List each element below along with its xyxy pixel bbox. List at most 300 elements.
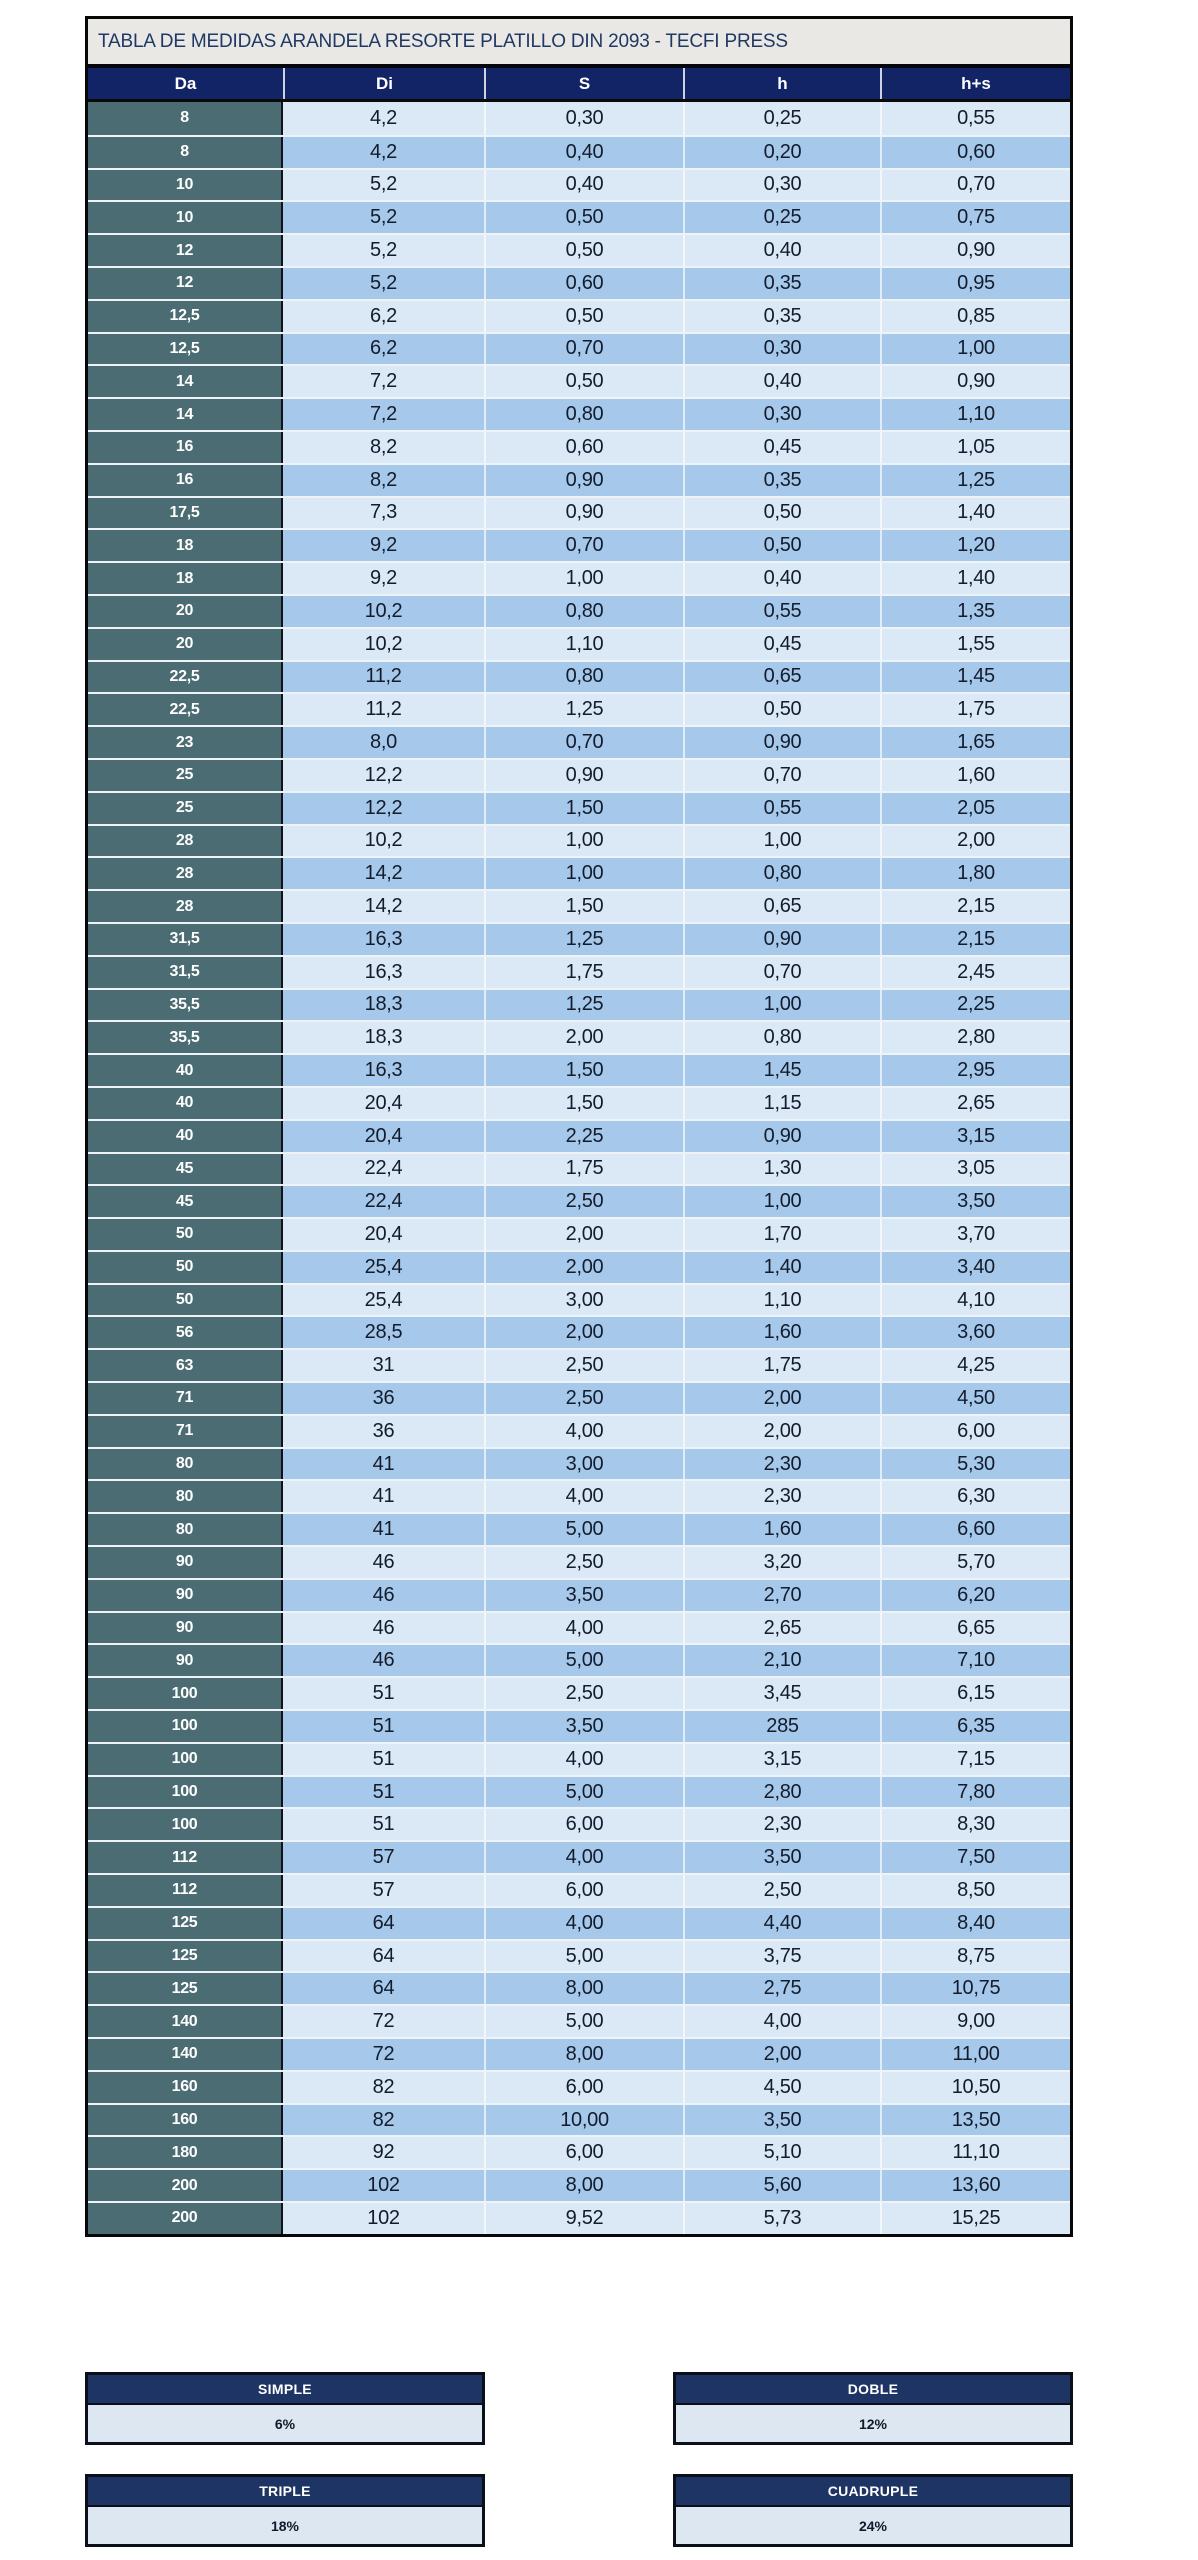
percentage-box bbox=[673, 2372, 1073, 2445]
table-row bbox=[88, 889, 1070, 922]
table-row bbox=[88, 2135, 1070, 2168]
row-da-cell: 40 bbox=[88, 1088, 283, 1119]
row-da-cell: 80 bbox=[88, 1514, 283, 1545]
row-value-cell: 1,45 bbox=[880, 662, 1070, 693]
row-value-cell: 3,05 bbox=[880, 1154, 1070, 1185]
row-value-cell: 64 bbox=[283, 1973, 484, 2004]
row-value-cell: 92 bbox=[283, 2137, 484, 2168]
column-header: Di bbox=[283, 68, 484, 99]
row-value-cell: 2,45 bbox=[880, 957, 1070, 988]
row-value-cell: 1,20 bbox=[880, 530, 1070, 561]
row-value-cell: 2,30 bbox=[683, 1449, 880, 1480]
row-value-cell: 46 bbox=[283, 1645, 484, 1676]
row-value-cell: 11,10 bbox=[880, 2137, 1070, 2168]
row-value-cell: 0,60 bbox=[484, 432, 683, 463]
row-value-cell: 1,25 bbox=[484, 924, 683, 955]
row-value-cell: 2,00 bbox=[484, 1252, 683, 1283]
row-value-cell: 0,35 bbox=[683, 268, 880, 299]
row-value-cell: 1,25 bbox=[484, 694, 683, 725]
table-row bbox=[88, 2070, 1070, 2103]
row-value-cell: 1,40 bbox=[880, 563, 1070, 594]
table-row bbox=[88, 2201, 1070, 2234]
row-value-cell: 0,70 bbox=[683, 957, 880, 988]
row-da-cell: 160 bbox=[88, 2105, 283, 2136]
row-value-cell: 2,25 bbox=[880, 990, 1070, 1021]
row-value-cell: 11,2 bbox=[283, 694, 484, 725]
row-da-cell: 31,5 bbox=[88, 957, 283, 988]
row-value-cell: 5,2 bbox=[283, 235, 484, 266]
row-da-cell: 18 bbox=[88, 530, 283, 561]
row-value-cell: 4,25 bbox=[880, 1350, 1070, 1381]
table-row bbox=[88, 856, 1070, 889]
row-value-cell: 31 bbox=[283, 1350, 484, 1381]
row-value-cell: 0,50 bbox=[683, 694, 880, 725]
row-value-cell: 0,90 bbox=[683, 727, 880, 758]
row-da-cell: 125 bbox=[88, 1973, 283, 2004]
row-value-cell: 0,95 bbox=[880, 268, 1070, 299]
row-value-cell: 0,90 bbox=[484, 465, 683, 496]
row-value-cell: 1,00 bbox=[880, 334, 1070, 365]
row-value-cell: 2,15 bbox=[880, 924, 1070, 955]
row-value-cell: 6,20 bbox=[880, 1580, 1070, 1611]
row-value-cell: 1,00 bbox=[484, 858, 683, 889]
row-da-cell: 50 bbox=[88, 1285, 283, 1316]
row-value-cell: 0,60 bbox=[484, 268, 683, 299]
row-value-cell: 0,35 bbox=[683, 301, 880, 332]
row-value-cell: 0,55 bbox=[880, 102, 1070, 135]
row-value-cell: 4,50 bbox=[683, 2072, 880, 2103]
row-value-cell: 2,50 bbox=[683, 1875, 880, 1906]
row-value-cell: 2,00 bbox=[484, 1022, 683, 1053]
row-value-cell: 72 bbox=[283, 2039, 484, 2070]
row-value-cell: 0,90 bbox=[880, 366, 1070, 397]
table-row bbox=[88, 1152, 1070, 1185]
row-value-cell: 3,40 bbox=[880, 1252, 1070, 1283]
row-value-cell: 4,10 bbox=[880, 1285, 1070, 1316]
row-value-cell: 0,40 bbox=[484, 137, 683, 168]
row-da-cell: 100 bbox=[88, 1711, 283, 1742]
row-value-cell: 2,30 bbox=[683, 1809, 880, 1840]
row-value-cell: 28,5 bbox=[283, 1317, 484, 1348]
row-value-cell: 18,3 bbox=[283, 990, 484, 1021]
row-value-cell: 1,75 bbox=[683, 1350, 880, 1381]
table-row bbox=[88, 1512, 1070, 1545]
row-value-cell: 1,50 bbox=[484, 891, 683, 922]
table-row bbox=[88, 922, 1070, 955]
row-value-cell: 0,35 bbox=[683, 465, 880, 496]
row-value-cell: 0,55 bbox=[683, 793, 880, 824]
row-value-cell: 5,2 bbox=[283, 170, 484, 201]
row-da-cell: 28 bbox=[88, 826, 283, 857]
row-value-cell: 2,50 bbox=[484, 1678, 683, 1709]
row-value-cell: 10,50 bbox=[880, 2072, 1070, 2103]
row-value-cell: 5,10 bbox=[683, 2137, 880, 2168]
row-value-cell: 6,00 bbox=[880, 1416, 1070, 1447]
row-value-cell: 36 bbox=[283, 1383, 484, 1414]
row-da-cell: 180 bbox=[88, 2137, 283, 2168]
row-da-cell: 100 bbox=[88, 1678, 283, 1709]
row-value-cell: 16,3 bbox=[283, 957, 484, 988]
row-da-cell: 17,5 bbox=[88, 498, 283, 529]
row-value-cell: 6,2 bbox=[283, 301, 484, 332]
row-value-cell: 13,50 bbox=[880, 2105, 1070, 2136]
table-row bbox=[88, 1807, 1070, 1840]
row-da-cell: 56 bbox=[88, 1317, 283, 1348]
row-value-cell: 7,2 bbox=[283, 399, 484, 430]
row-value-cell: 0,65 bbox=[683, 891, 880, 922]
row-value-cell: 2,00 bbox=[683, 2039, 880, 2070]
table-row bbox=[88, 1381, 1070, 1414]
table-row bbox=[88, 627, 1070, 660]
row-value-cell: 4,2 bbox=[283, 137, 484, 168]
table-row bbox=[88, 135, 1070, 168]
row-value-cell: 0,90 bbox=[683, 924, 880, 955]
row-value-cell: 0,50 bbox=[484, 202, 683, 233]
row-da-cell: 71 bbox=[88, 1416, 283, 1447]
table-row bbox=[88, 955, 1070, 988]
row-da-cell: 31,5 bbox=[88, 924, 283, 955]
row-value-cell: 25,4 bbox=[283, 1285, 484, 1316]
row-da-cell: 140 bbox=[88, 2006, 283, 2037]
row-value-cell: 16,3 bbox=[283, 1055, 484, 1086]
row-da-cell: 63 bbox=[88, 1350, 283, 1381]
row-value-cell: 2,00 bbox=[683, 1416, 880, 1447]
row-value-cell: 3,60 bbox=[880, 1317, 1070, 1348]
table-row bbox=[88, 1939, 1070, 1972]
row-value-cell: 1,55 bbox=[880, 629, 1070, 660]
row-da-cell: 23 bbox=[88, 727, 283, 758]
row-da-cell: 71 bbox=[88, 1383, 283, 1414]
row-value-cell: 5,00 bbox=[484, 1645, 683, 1676]
row-da-cell: 80 bbox=[88, 1481, 283, 1512]
row-value-cell: 51 bbox=[283, 1678, 484, 1709]
row-value-cell: 9,2 bbox=[283, 530, 484, 561]
table-row bbox=[88, 1283, 1070, 1316]
column-header: h bbox=[683, 68, 880, 99]
row-da-cell: 28 bbox=[88, 858, 283, 889]
row-da-cell: 35,5 bbox=[88, 1022, 283, 1053]
row-value-cell: 1,50 bbox=[484, 1055, 683, 1086]
row-da-cell: 8 bbox=[88, 137, 283, 168]
row-value-cell: 285 bbox=[683, 1711, 880, 1742]
row-value-cell: 8,40 bbox=[880, 1908, 1070, 1939]
row-value-cell: 1,50 bbox=[484, 1088, 683, 1119]
row-da-cell: 90 bbox=[88, 1547, 283, 1578]
row-value-cell: 0,70 bbox=[880, 170, 1070, 201]
table-row bbox=[88, 1906, 1070, 1939]
row-value-cell: 5,30 bbox=[880, 1449, 1070, 1480]
row-value-cell: 0,50 bbox=[683, 498, 880, 529]
row-value-cell: 0,80 bbox=[683, 858, 880, 889]
row-da-cell: 12 bbox=[88, 268, 283, 299]
percentage-box bbox=[85, 2474, 485, 2547]
row-value-cell: 0,70 bbox=[484, 530, 683, 561]
row-value-cell: 0,90 bbox=[484, 498, 683, 529]
row-value-cell: 2,80 bbox=[683, 1777, 880, 1808]
row-value-cell: 0,60 bbox=[880, 137, 1070, 168]
row-value-cell: 1,10 bbox=[880, 399, 1070, 430]
row-value-cell: 82 bbox=[283, 2105, 484, 2136]
row-value-cell: 7,2 bbox=[283, 366, 484, 397]
row-value-cell: 0,90 bbox=[484, 760, 683, 791]
row-value-cell: 82 bbox=[283, 2072, 484, 2103]
row-value-cell: 0,20 bbox=[683, 137, 880, 168]
row-value-cell: 6,00 bbox=[484, 1809, 683, 1840]
row-value-cell: 0,30 bbox=[484, 102, 683, 135]
row-value-cell: 3,20 bbox=[683, 1547, 880, 1578]
row-value-cell: 7,3 bbox=[283, 498, 484, 529]
row-value-cell: 3,50 bbox=[484, 1711, 683, 1742]
table-row bbox=[88, 1053, 1070, 1086]
row-value-cell: 0,40 bbox=[683, 366, 880, 397]
row-value-cell: 4,2 bbox=[283, 102, 484, 135]
row-da-cell: 100 bbox=[88, 1777, 283, 1808]
table-row bbox=[88, 1414, 1070, 1447]
table-row bbox=[88, 988, 1070, 1021]
row-value-cell: 3,50 bbox=[880, 1186, 1070, 1217]
row-value-cell: 3,00 bbox=[484, 1285, 683, 1316]
row-value-cell: 8,00 bbox=[484, 2039, 683, 2070]
table-row bbox=[88, 791, 1070, 824]
table-row bbox=[88, 299, 1070, 332]
row-value-cell: 0,70 bbox=[683, 760, 880, 791]
row-value-cell: 1,45 bbox=[683, 1055, 880, 1086]
table-row bbox=[88, 528, 1070, 561]
table-row bbox=[88, 1873, 1070, 1906]
row-value-cell: 2,80 bbox=[880, 1022, 1070, 1053]
row-value-cell: 0,30 bbox=[683, 170, 880, 201]
table-row bbox=[88, 1578, 1070, 1611]
row-value-cell: 14,2 bbox=[283, 858, 484, 889]
row-value-cell: 1,00 bbox=[683, 1186, 880, 1217]
row-value-cell: 1,65 bbox=[880, 727, 1070, 758]
row-value-cell: 5,00 bbox=[484, 1514, 683, 1545]
row-value-cell: 2,25 bbox=[484, 1121, 683, 1152]
box-label: SIMPLE bbox=[88, 2375, 482, 2405]
table-row bbox=[88, 1447, 1070, 1480]
row-da-cell: 16 bbox=[88, 465, 283, 496]
row-da-cell: 80 bbox=[88, 1449, 283, 1480]
row-value-cell: 1,35 bbox=[880, 596, 1070, 627]
row-value-cell: 4,00 bbox=[484, 1481, 683, 1512]
row-value-cell: 0,80 bbox=[484, 399, 683, 430]
row-value-cell: 8,00 bbox=[484, 2170, 683, 2201]
row-value-cell: 15,25 bbox=[880, 2203, 1070, 2234]
row-da-cell: 45 bbox=[88, 1154, 283, 1185]
box-value: 24% bbox=[676, 2507, 1070, 2544]
row-value-cell: 2,05 bbox=[880, 793, 1070, 824]
row-da-cell: 125 bbox=[88, 1908, 283, 1939]
column-header: S bbox=[484, 68, 683, 99]
row-value-cell: 1,25 bbox=[880, 465, 1070, 496]
row-da-cell: 12 bbox=[88, 235, 283, 266]
row-value-cell: 12,2 bbox=[283, 793, 484, 824]
row-value-cell: 0,80 bbox=[484, 596, 683, 627]
row-value-cell: 7,50 bbox=[880, 1842, 1070, 1873]
row-value-cell: 5,00 bbox=[484, 1941, 683, 1972]
row-value-cell: 4,00 bbox=[484, 1416, 683, 1447]
row-value-cell: 1,60 bbox=[683, 1317, 880, 1348]
row-value-cell: 0,45 bbox=[683, 432, 880, 463]
row-value-cell: 2,00 bbox=[683, 1383, 880, 1414]
row-value-cell: 5,73 bbox=[683, 2203, 880, 2234]
row-value-cell: 5,2 bbox=[283, 202, 484, 233]
row-value-cell: 1,75 bbox=[484, 957, 683, 988]
row-value-cell: 41 bbox=[283, 1481, 484, 1512]
row-value-cell: 41 bbox=[283, 1514, 484, 1545]
row-value-cell: 51 bbox=[283, 1809, 484, 1840]
row-da-cell: 14 bbox=[88, 366, 283, 397]
table-row bbox=[88, 1479, 1070, 1512]
row-value-cell: 2,50 bbox=[484, 1547, 683, 1578]
row-value-cell: 1,00 bbox=[683, 990, 880, 1021]
row-value-cell: 8,2 bbox=[283, 465, 484, 496]
measurement-table bbox=[85, 16, 1073, 2237]
row-da-cell: 50 bbox=[88, 1252, 283, 1283]
table-row bbox=[88, 102, 1070, 135]
row-value-cell: 4,00 bbox=[683, 2006, 880, 2037]
table-row bbox=[88, 725, 1070, 758]
row-value-cell: 1,50 bbox=[484, 793, 683, 824]
table-row bbox=[88, 1315, 1070, 1348]
row-value-cell: 2,50 bbox=[484, 1350, 683, 1381]
row-value-cell: 57 bbox=[283, 1842, 484, 1873]
row-da-cell: 8 bbox=[88, 102, 283, 135]
table-row bbox=[88, 266, 1070, 299]
percentage-box bbox=[673, 2474, 1073, 2547]
table-row bbox=[88, 660, 1070, 693]
percentage-box bbox=[85, 2372, 485, 2445]
row-value-cell: 64 bbox=[283, 1941, 484, 1972]
table-row bbox=[88, 1742, 1070, 1775]
row-value-cell: 0,40 bbox=[683, 563, 880, 594]
row-value-cell: 0,25 bbox=[683, 202, 880, 233]
table-row bbox=[88, 2037, 1070, 2070]
row-value-cell: 0,80 bbox=[683, 1022, 880, 1053]
row-value-cell: 18,3 bbox=[283, 1022, 484, 1053]
row-value-cell: 2,15 bbox=[880, 891, 1070, 922]
row-da-cell: 14 bbox=[88, 399, 283, 430]
row-da-cell: 35,5 bbox=[88, 990, 283, 1021]
row-value-cell: 4,00 bbox=[484, 1744, 683, 1775]
box-value: 12% bbox=[676, 2405, 1070, 2442]
row-value-cell: 6,15 bbox=[880, 1678, 1070, 1709]
row-value-cell: 4,50 bbox=[880, 1383, 1070, 1414]
row-value-cell: 1,40 bbox=[880, 498, 1070, 529]
row-value-cell: 102 bbox=[283, 2170, 484, 2201]
row-value-cell: 6,60 bbox=[880, 1514, 1070, 1545]
row-value-cell: 1,10 bbox=[683, 1285, 880, 1316]
row-value-cell: 1,00 bbox=[484, 563, 683, 594]
row-value-cell: 2,50 bbox=[484, 1383, 683, 1414]
table-row bbox=[88, 233, 1070, 266]
row-value-cell: 0,75 bbox=[880, 202, 1070, 233]
row-da-cell: 12,5 bbox=[88, 301, 283, 332]
row-value-cell: 7,80 bbox=[880, 1777, 1070, 1808]
row-value-cell: 46 bbox=[283, 1580, 484, 1611]
row-da-cell: 112 bbox=[88, 1875, 283, 1906]
row-value-cell: 3,50 bbox=[683, 1842, 880, 1873]
row-value-cell: 3,50 bbox=[484, 1580, 683, 1611]
row-value-cell: 4,40 bbox=[683, 1908, 880, 1939]
table-row bbox=[88, 397, 1070, 430]
table-row bbox=[88, 168, 1070, 201]
row-value-cell: 3,70 bbox=[880, 1219, 1070, 1250]
row-value-cell: 1,60 bbox=[683, 1514, 880, 1545]
row-value-cell: 10,2 bbox=[283, 629, 484, 660]
table-row bbox=[88, 1020, 1070, 1053]
row-value-cell: 72 bbox=[283, 2006, 484, 2037]
table-row bbox=[88, 364, 1070, 397]
row-da-cell: 25 bbox=[88, 760, 283, 791]
row-value-cell: 11,00 bbox=[880, 2039, 1070, 2070]
row-da-cell: 18 bbox=[88, 563, 283, 594]
row-value-cell: 8,50 bbox=[880, 1875, 1070, 1906]
row-value-cell: 57 bbox=[283, 1875, 484, 1906]
row-value-cell: 0,25 bbox=[683, 102, 880, 135]
row-value-cell: 6,30 bbox=[880, 1481, 1070, 1512]
row-da-cell: 140 bbox=[88, 2039, 283, 2070]
row-value-cell: 9,2 bbox=[283, 563, 484, 594]
row-value-cell: 102 bbox=[283, 2203, 484, 2234]
box-label: CUADRUPLE bbox=[676, 2477, 1070, 2507]
row-value-cell: 22,4 bbox=[283, 1186, 484, 1217]
box-label: DOBLE bbox=[676, 2375, 1070, 2405]
row-value-cell: 4,00 bbox=[484, 1842, 683, 1873]
column-header: Da bbox=[174, 73, 197, 93]
row-value-cell: 2,30 bbox=[683, 1481, 880, 1512]
table-row bbox=[88, 496, 1070, 529]
row-value-cell: 36 bbox=[283, 1416, 484, 1447]
row-da-cell: 160 bbox=[88, 2072, 283, 2103]
row-value-cell: 64 bbox=[283, 1908, 484, 1939]
table-row bbox=[88, 1217, 1070, 1250]
row-da-cell: 10 bbox=[88, 202, 283, 233]
row-value-cell: 1,60 bbox=[880, 760, 1070, 791]
row-value-cell: 1,10 bbox=[484, 629, 683, 660]
row-value-cell: 1,00 bbox=[484, 826, 683, 857]
row-value-cell: 0,85 bbox=[880, 301, 1070, 332]
table-row bbox=[88, 1348, 1070, 1381]
row-da-cell: 100 bbox=[88, 1809, 283, 1840]
row-value-cell: 51 bbox=[283, 1711, 484, 1742]
table-row bbox=[88, 1971, 1070, 2004]
row-value-cell: 46 bbox=[283, 1613, 484, 1644]
row-value-cell: 10,2 bbox=[283, 596, 484, 627]
row-value-cell: 1,30 bbox=[683, 1154, 880, 1185]
row-value-cell: 46 bbox=[283, 1547, 484, 1578]
row-da-cell: 90 bbox=[88, 1580, 283, 1611]
table-header-row bbox=[88, 68, 1070, 102]
row-da-cell: 200 bbox=[88, 2170, 283, 2201]
row-value-cell: 2,95 bbox=[880, 1055, 1070, 1086]
row-value-cell: 1,75 bbox=[880, 694, 1070, 725]
table-row bbox=[88, 1775, 1070, 1808]
row-value-cell: 2,10 bbox=[683, 1645, 880, 1676]
row-value-cell: 5,00 bbox=[484, 2006, 683, 2037]
row-value-cell: 8,75 bbox=[880, 1941, 1070, 1972]
row-value-cell: 0,90 bbox=[880, 235, 1070, 266]
row-da-cell: 22,5 bbox=[88, 662, 283, 693]
row-value-cell: 1,75 bbox=[484, 1154, 683, 1185]
row-value-cell: 3,15 bbox=[880, 1121, 1070, 1152]
row-value-cell: 2,00 bbox=[484, 1219, 683, 1250]
row-value-cell: 6,00 bbox=[484, 2137, 683, 2168]
table-row bbox=[88, 2004, 1070, 2037]
table-row bbox=[88, 692, 1070, 725]
row-value-cell: 8,30 bbox=[880, 1809, 1070, 1840]
row-da-cell: 112 bbox=[88, 1842, 283, 1873]
